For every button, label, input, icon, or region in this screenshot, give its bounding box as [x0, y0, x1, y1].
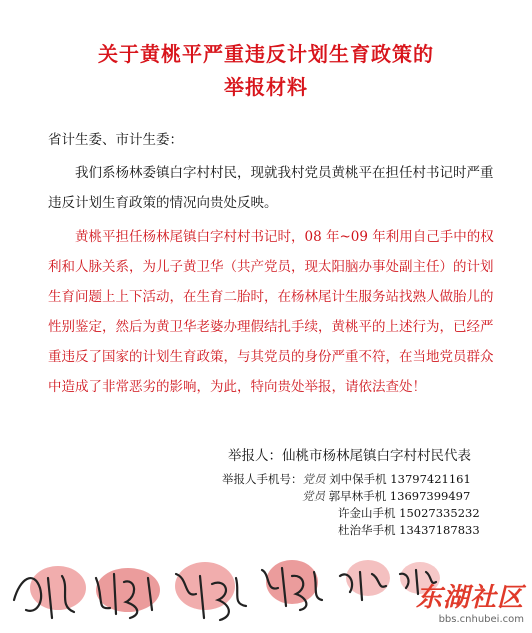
report-paragraph: 黄桃平担任杨林尾镇白字村村书记时，08 年~09 年利用自己手中的权利和人脉关系，为儿子黄卫华（共产党员，现太阳脑办事处副主任）的计划生育问题上上下活动，在生育二胎时，在杨林尾计生服务站找熟人做胎儿的性别鉴定，然后为黄卫华老婆办理假结扎手续，黄桃平的上述行为，已经严重违反了国家的计划生育政策，与其党员的身份严重不符，在当地党员群众中造成了非常恶劣的影响，为此，特向贵处举报，请依法查处！ [48, 229, 494, 395]
document-title-line2: 举报材料 [224, 75, 308, 99]
phone-entry [222, 522, 480, 539]
intro-paragraph: 我们系杨林委镇白字村村民，现就我村党员黄桃平在担任村书记时严重违反计划生育政策的情况向贵处反映。 [48, 165, 494, 211]
fingerprint-5 [346, 560, 390, 596]
fingerprint-1 [30, 566, 86, 610]
watermark-url: bbs.cnhubei.com [438, 614, 524, 625]
party-role: 党员 [302, 472, 326, 486]
phone-number: 杜治华手机 13437187833 [338, 523, 480, 537]
forum-watermark [416, 577, 524, 625]
phone-number: 刘中保手机 13797421161 [329, 472, 471, 486]
phone-label: 举报人手机号： [222, 472, 303, 486]
phone-number: 郭早林手机 13697399497 [328, 489, 471, 503]
watermark-logo: 东湖社区 [415, 583, 524, 613]
reporter-line: 举报人：仙桃市杨林尾镇白字村村民代表 [228, 448, 471, 464]
party-role: 党员 [302, 489, 325, 503]
phone-entry [222, 505, 480, 522]
phone-entry [222, 488, 480, 505]
salutation: 省计生委、市计生委： [48, 132, 183, 148]
phone-number: 许金山手机 15027335232 [338, 506, 480, 520]
fingerprint-4 [266, 560, 318, 604]
phone-entry [222, 471, 480, 488]
document-title-line1: 关于黄桃平严重违反计划生育政策的 [98, 42, 434, 66]
phone-list [222, 471, 480, 539]
